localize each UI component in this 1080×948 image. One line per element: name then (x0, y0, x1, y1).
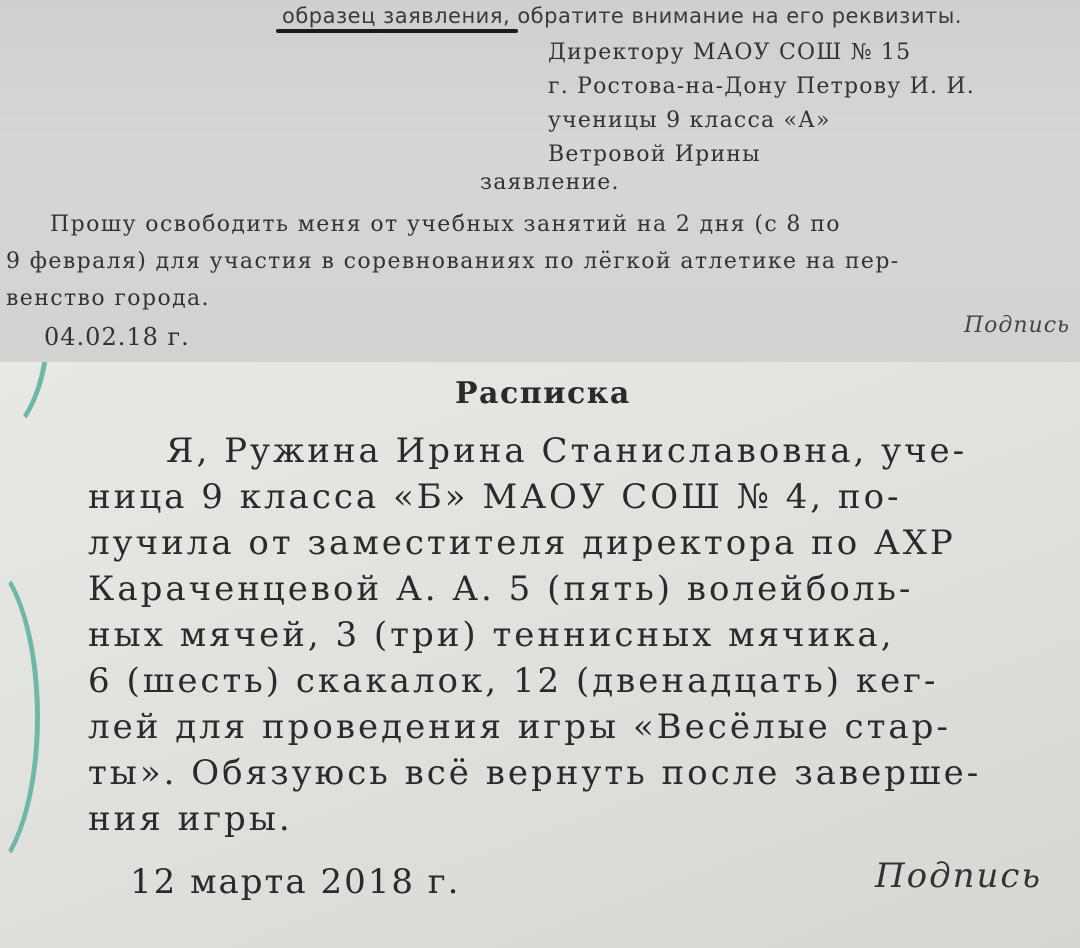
application-sample-panel (0, 0, 1080, 362)
addressee-line: Ветровой Ирины (548, 142, 761, 167)
document-type-word: заявление. (480, 170, 620, 195)
receipt-body-line: ния игры. (88, 799, 293, 839)
intro-rest-text: обратите внимание на его реквизиты. (510, 4, 962, 28)
receipt-title: Расписка (455, 376, 631, 411)
intro-line (282, 4, 962, 28)
receipt-body-line: Караченцевой А. А. 5 (пять) волейболь- (88, 569, 914, 609)
receipt-body (88, 428, 1038, 842)
application-body-line: 9 февраля) для участия в соревнованиях по лёгкой атлетике на пер- (6, 249, 900, 274)
application-signature: Подпись (963, 313, 1070, 338)
receipt-body-line: Я, Ружина Ирина Станиславовна, уче- (166, 431, 968, 471)
application-body-line: Прошу освободить меня от учебных занятий на 2 дня (с 8 по (50, 212, 841, 237)
receipt-signature: Подпись (874, 856, 1042, 896)
decorative-arc-bottom (0, 552, 40, 882)
receipt-date: 12 марта 2018 г. (130, 862, 461, 902)
addressee-line: Директору МАОУ СОШ № 15 (548, 40, 912, 65)
receipt-body-line: ты». Обязуюсь всё вернуть после заверше- (88, 753, 982, 793)
decorative-arc-top (0, 362, 50, 442)
application-body-line: венство города. (6, 286, 210, 311)
receipt-body-line: ных мячей, 3 (три) теннисных мячика, (88, 615, 895, 655)
addressee-line: г. Ростова-на-Дону Петрову И. И. (548, 74, 975, 99)
receipt-body-line: 6 (шесть) скакалок, 12 (двенадцать) кег- (88, 661, 939, 701)
receipt-body-line: лей для проведения игры «Весёлые стар- (88, 707, 951, 747)
application-date: 04.02.18 г. (44, 323, 190, 351)
application-body (6, 206, 1072, 317)
addressee-line: ученицы 9 класса «А» (548, 108, 831, 133)
receipt-body-line: ница 9 класса «Б» МАОУ СОШ № 4, по- (88, 477, 902, 517)
intro-underlined-text: образец заявления, (282, 4, 511, 28)
addressee-block (548, 36, 975, 172)
receipt-panel (0, 362, 1080, 948)
receipt-body-line: лучила от заместителя директора по АХР (88, 523, 956, 563)
